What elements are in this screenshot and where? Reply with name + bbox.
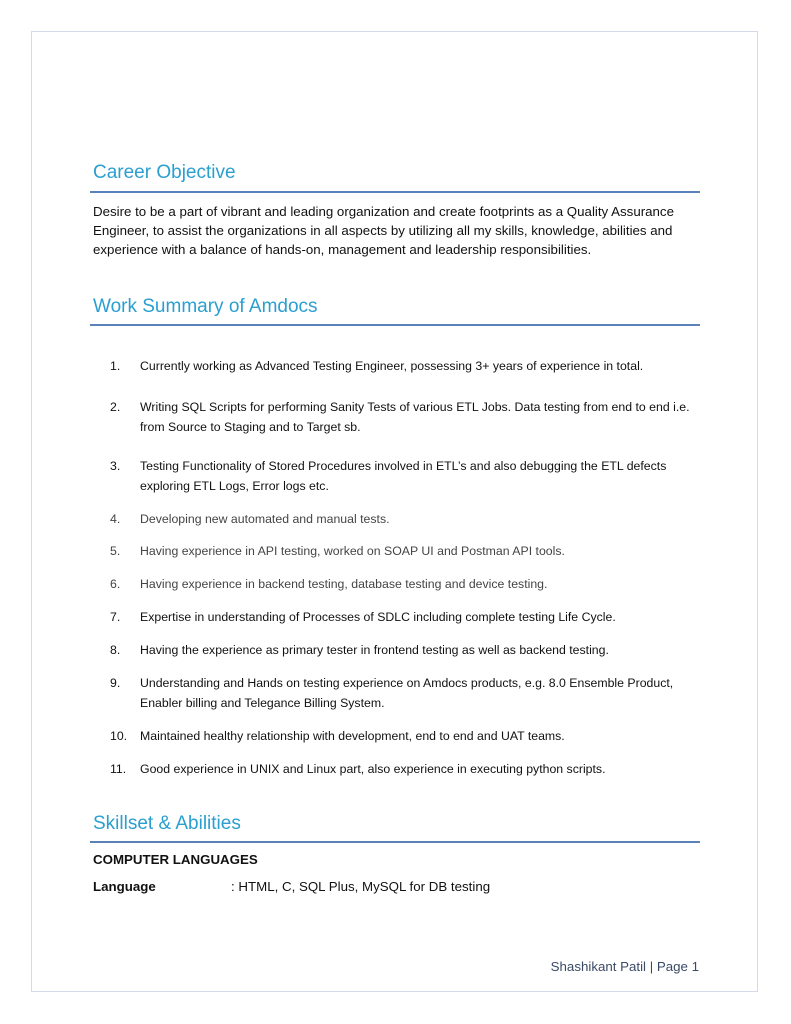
career-objective-heading: Career Objective	[93, 162, 236, 183]
list-item	[110, 759, 705, 779]
list-item	[110, 607, 705, 627]
skill-row	[93, 879, 490, 894]
page-footer: Shashikant Patil | Page 1	[550, 959, 699, 974]
list-text: Expertise in understanding of Processes of SDLC including complete testing Life Cycle.	[140, 610, 616, 624]
skillset-heading: Skillset & Abilities	[93, 813, 241, 834]
list-text: Understanding and Hands on testing experience on Amdocs products, e.g. 8.0 Ensemble Product, Enabler billing and Telegance Billing System.	[140, 676, 674, 710]
list-number: 2.	[110, 400, 121, 414]
career-objective-text: Desire to be a part of vibrant and leading organization and create footprints as a Quality Assurance Engineer, to assist the organizations in all aspects by utilizing all my skills, knowledge, abilities and experience with a balance of hands-on, management and leadership responsibilities.	[93, 204, 674, 257]
list-item	[110, 456, 705, 496]
list-number: 10.	[110, 729, 128, 743]
list-number: 11.	[110, 762, 127, 776]
list-text: Currently working as Advanced Testing Engineer, possessing 3+ years of experience in total.	[140, 359, 644, 373]
list-text: Testing Functionality of Stored Procedures involved in ETL’s and also debugging the ETL defects exploring ETL Logs, Error logs etc.	[140, 459, 667, 493]
list-number: 6.	[110, 577, 121, 591]
list-number: 4.	[110, 512, 121, 526]
list-item	[110, 726, 705, 746]
list-number: 5.	[110, 544, 121, 558]
list-item	[110, 673, 705, 713]
list-text: Maintained healthy relationship with development, end to end and UAT teams.	[140, 729, 565, 743]
list-text: Good experience in UNIX and Linux part, also experience in executing python scripts.	[140, 762, 606, 776]
section-divider	[90, 191, 700, 193]
list-text: Writing SQL Scripts for performing Sanity Tests of various ETL Jobs. Data testing from end to end i.e. from Source to Staging and to Target sb.	[140, 400, 690, 434]
list-item	[110, 397, 705, 437]
list-item	[110, 541, 705, 561]
section-divider	[90, 324, 700, 326]
list-text: Developing new automated and manual tests.	[140, 512, 390, 526]
computer-languages-subheading: COMPUTER LANGUAGES	[93, 852, 258, 867]
list-number: 1.	[110, 359, 121, 373]
skill-value: : HTML, C, SQL Plus, MySQL for DB testing	[231, 879, 491, 894]
list-item	[110, 640, 705, 660]
list-item	[110, 509, 705, 529]
list-item	[110, 356, 705, 376]
work-summary-heading: Work Summary of Amdocs	[93, 296, 318, 317]
list-item	[110, 574, 705, 594]
list-number: 7.	[110, 610, 121, 624]
list-text: Having experience in backend testing, database testing and device testing.	[140, 577, 548, 591]
list-number: 9.	[110, 676, 121, 690]
skill-key: Language	[93, 879, 156, 894]
list-number: 8.	[110, 643, 121, 657]
list-text: Having the experience as primary tester in frontend testing as well as backend testing.	[140, 643, 609, 657]
list-number: 3.	[110, 459, 121, 473]
list-text: Having experience in API testing, worked on SOAP UI and Postman API tools.	[140, 544, 565, 558]
section-divider	[90, 841, 700, 843]
